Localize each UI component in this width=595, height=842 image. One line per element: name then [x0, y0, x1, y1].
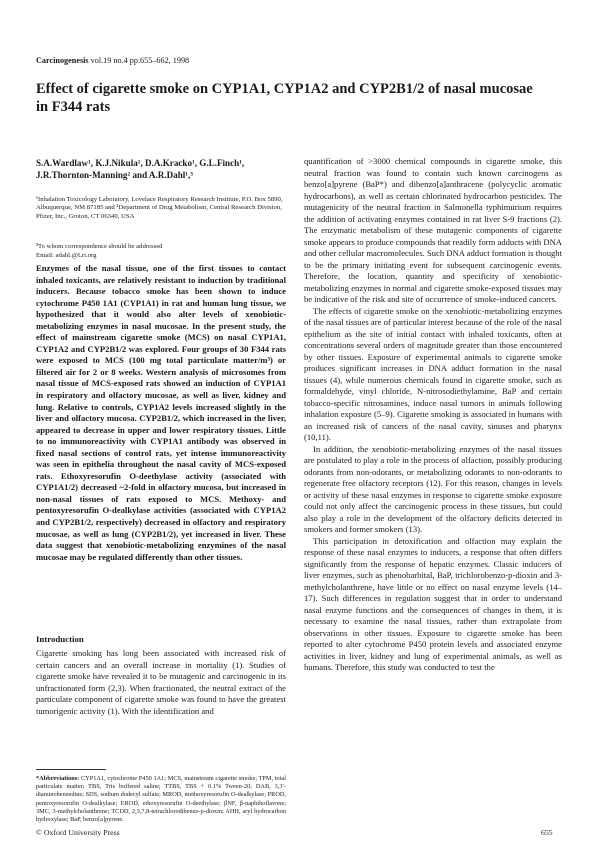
publisher-copyright: © Oxford University Press: [36, 828, 120, 837]
introduction-text: Cigarette smoking has long been associated with increased risk of certain cancers and an overall increase in mortality (1). Studies of cigarette smoke have revealed it to be mutagenic and carcinogenic in its unfractionated form (2,3). When fractionated, the neutral extract of the particulate component of cigarette smoke was found to have the greatest tumorigenic activity (1). With the identification and: [36, 648, 286, 716]
correspondence-note: ³To whom correspondence should be addressed: [36, 243, 163, 250]
email-address[interactable]: Email: adahl.@Lri.org: [36, 252, 97, 259]
affiliations: ¹Inhalation Toxicology Laboratory, Lovelace Respiratory Research Institute, P.O. Box 5890, Albuquerque, NM 87185 and ²Department of Drug Metabolism, Central Research Division, Pfizer, Inc., Groton, CT 06340, USA: [36, 196, 283, 220]
page-number: 655: [541, 828, 553, 837]
footnote-divider: [36, 769, 106, 770]
section-heading-introduction: Introduction: [36, 634, 84, 644]
journal-volume: vol.19 no.4 pp.655–662, 1998: [88, 56, 190, 65]
body-paragraph-1: quantification of >3000 chemical compounds in cigarette smoke, this neutral fraction was found to contain such known carcinogens as benzo[a]pyrene (BaP*) and dibenzo[a]anthracene (polycyclic aromatic hydrocarbons), as well as certain chlorinated hydrocarbon pesticides. The mutagenicity of the neutral fraction in Salmonella typhimurium requires the addition of activating enzymes contained in rat liver S-9 fractions (2). The enzymatic metabolism of these mutagenic components of cigarette smoke appears to produce compounds that readily form adducts with DNA and other cellular macromolecules. Such DNA adduct formation is thought to be the primary initiating event for subsequent carcinogenic events. Therefore, the location, quantity and specificity of xenobiotic-metabolizing enzymes in normal and cigarette smoke-exposed tissues may be indicative of the risk and site of occurrence of smoke-induced cancers.: [304, 156, 562, 304]
abstract: Enzymes of the nasal tissue, one of the first tissues to contact inhaled toxicants, are relatively resistant to induction by traditional inducers. Because tobacco smoke has been shown to induce cytochrome P450 1A1 (CYP1A1) in rat and human lung tissue, we hypothesized that it would also alter levels of xenobiotic-metabolizing enzymes in nasal mucosae. In the present study, the effect of mainstream cigarette smoke (MCS) on nasal CYP1A1, CYP1A2 and CYP2B1/2 was explored. Four groups of 30 F344 rats were exposed to MCS (100 mg total particulate matter/m³) or filtered air for 2 or 8 weeks. Western analysis of microsomes from nasal tissue of MCS-exposed rats showed an induction of CYP1A1 in respiratory and olfactory mucosae, as well as liver, kidney and lung. Relative to controls, CYP1A2 levels increased slightly in the liver and olfactory mucosa. CYP2B1/2, which increased in the liver, appeared to decrease in upper and lower respiratory tissues. Little to no immunoreactivity with CYP1A1 antibody was observed in fixed nasal sections of control rats, yet intense immunoreactivity was seen in epithelia throughout the nasal cavity of MCS-exposed rats. Ethoxyresorufin O-deethylase activity (associated with CYP1A1/2) decreased ~2-fold in olfactory mucosa, but increased in non-nasal tissues of rats exposed to MCS. Methoxy- and pentoxyresorufin O-dealkylase activities (associated with CYP1A2 and CYP2B1/2, respectively) decreased in olfactory and respiratory mucosae, as well as lung (CYP2B1/2), yet increased in liver. These data suggest that xenobiotic-metabolizing enzymines of the nasal mucosae may be regulated differently than other tissues.: [36, 263, 286, 562]
abbreviations-text: CYP1A1, cytochrome P450 1A1; MCS, mainstream cigarette smoke; TPM, total particulate matter; TBS, Tris buffered saline; TTBS, TBS + 0.1% Tween-20; DAB, 3,3′-diaminobenzedine; SDS, sodium dodecyl sulfate; MROD, methoxyresorufin O-dealkylase; PROD, pentoxyresorufin O-dealkylase; EROD, ethoxyresorufin O-deethylase; βNF, β-naphthoflavone; 3MC, 3-methylcholanthrene; TCDD, 2,3,7,8-tetrachlorodibenzo-p-dioxin; AHH, aryl hydrocarbon hydroxylase; BaP, benzo[a]pyrene.: [36, 775, 286, 824]
right-column-body: [304, 156, 562, 674]
body-paragraph-3: In addition, the xenobiotic-metabolizing enzymes of the nasal tissues are postulated to play a role in the process of olfaction, possibly producing odorants from non-odorants, or metabolizing odorants to non-odorants to regenerate free olfactory receptors (12). For this reason, changes in levels or activity of these nasal enzymes in response to cigarette smoke exposure could not only affect the carcinogenic process in these tissues, but could also play a role in the development of the olfactory deficits detected in smokers and former smokers (13).: [304, 443, 562, 534]
body-paragraph-4: This participation in detoxification and olfaction may explain the response of these nasal enzymes to inducers, a response that often differs significantly from the response of hepatic enzymes. Classic inducers of liver enzymes, such as phenobarbital, BaP, trichlorobenzo-p-dioxin and 3-methylcholanthrene, have little or no effect on nasal enzyme levels (14–17). Such differences in regulation suggest that in order to understand nasal enzyme functions and the consequences of changes in them, it is necessary to examine the nasal tissues, rather than extrapolate from observations in other tissues. Exposure to cigarette smoke has been reported to alter cytochrome P450 protein levels and associated enzyme activities in liver, kidney and lung of experimental animals, as well as humans. Therefore, this study was conducted to test the: [304, 535, 562, 672]
article-title: Effect of cigarette smoke on CYP1A1, CYP1A2 and CYP2B1/2 of nasal mucosae in F344 rats: [36, 81, 533, 115]
author-list: S.A.Wardlaw¹, K.J.Nikula¹, D.A.Kracko¹, G.L.Finch¹, J.R.Thornton-Manning² and A.R.Dahl¹,³: [36, 158, 245, 180]
journal-name: Carcinogenesis: [36, 56, 89, 65]
abbreviations-footnote: [36, 775, 286, 824]
abbreviations-label: *Abbreviations:: [36, 775, 80, 782]
journal-citation: [36, 56, 189, 65]
body-paragraph-2: The effects of cigarette smoke on the xenobiotic-metabolizing enzymes of the nasal tissues are of particular interest because of the role of the nasal epithelium as the site of initial contact with inhaled toxicants, often at concentrations several orders of magnitude greater than those encountered by other tissues. Exposure of experimental animals to cigarette smoke produces significant increases in DNA adduct formation in the nasal tissues (4), while numerous chemicals found in cigarette smoke, such as formaldehyde, vinyl chloride, N-nitrosodiethylamine, BaP and certain tobacco-specific nitrosamines, induce nasal tumors in animals following inhalation exposure (5–9). Cigarette smoking is associated in humans with an increased risk of cancers of the nasal cavity, sinuses and pharynx (10,11).: [304, 305, 562, 442]
